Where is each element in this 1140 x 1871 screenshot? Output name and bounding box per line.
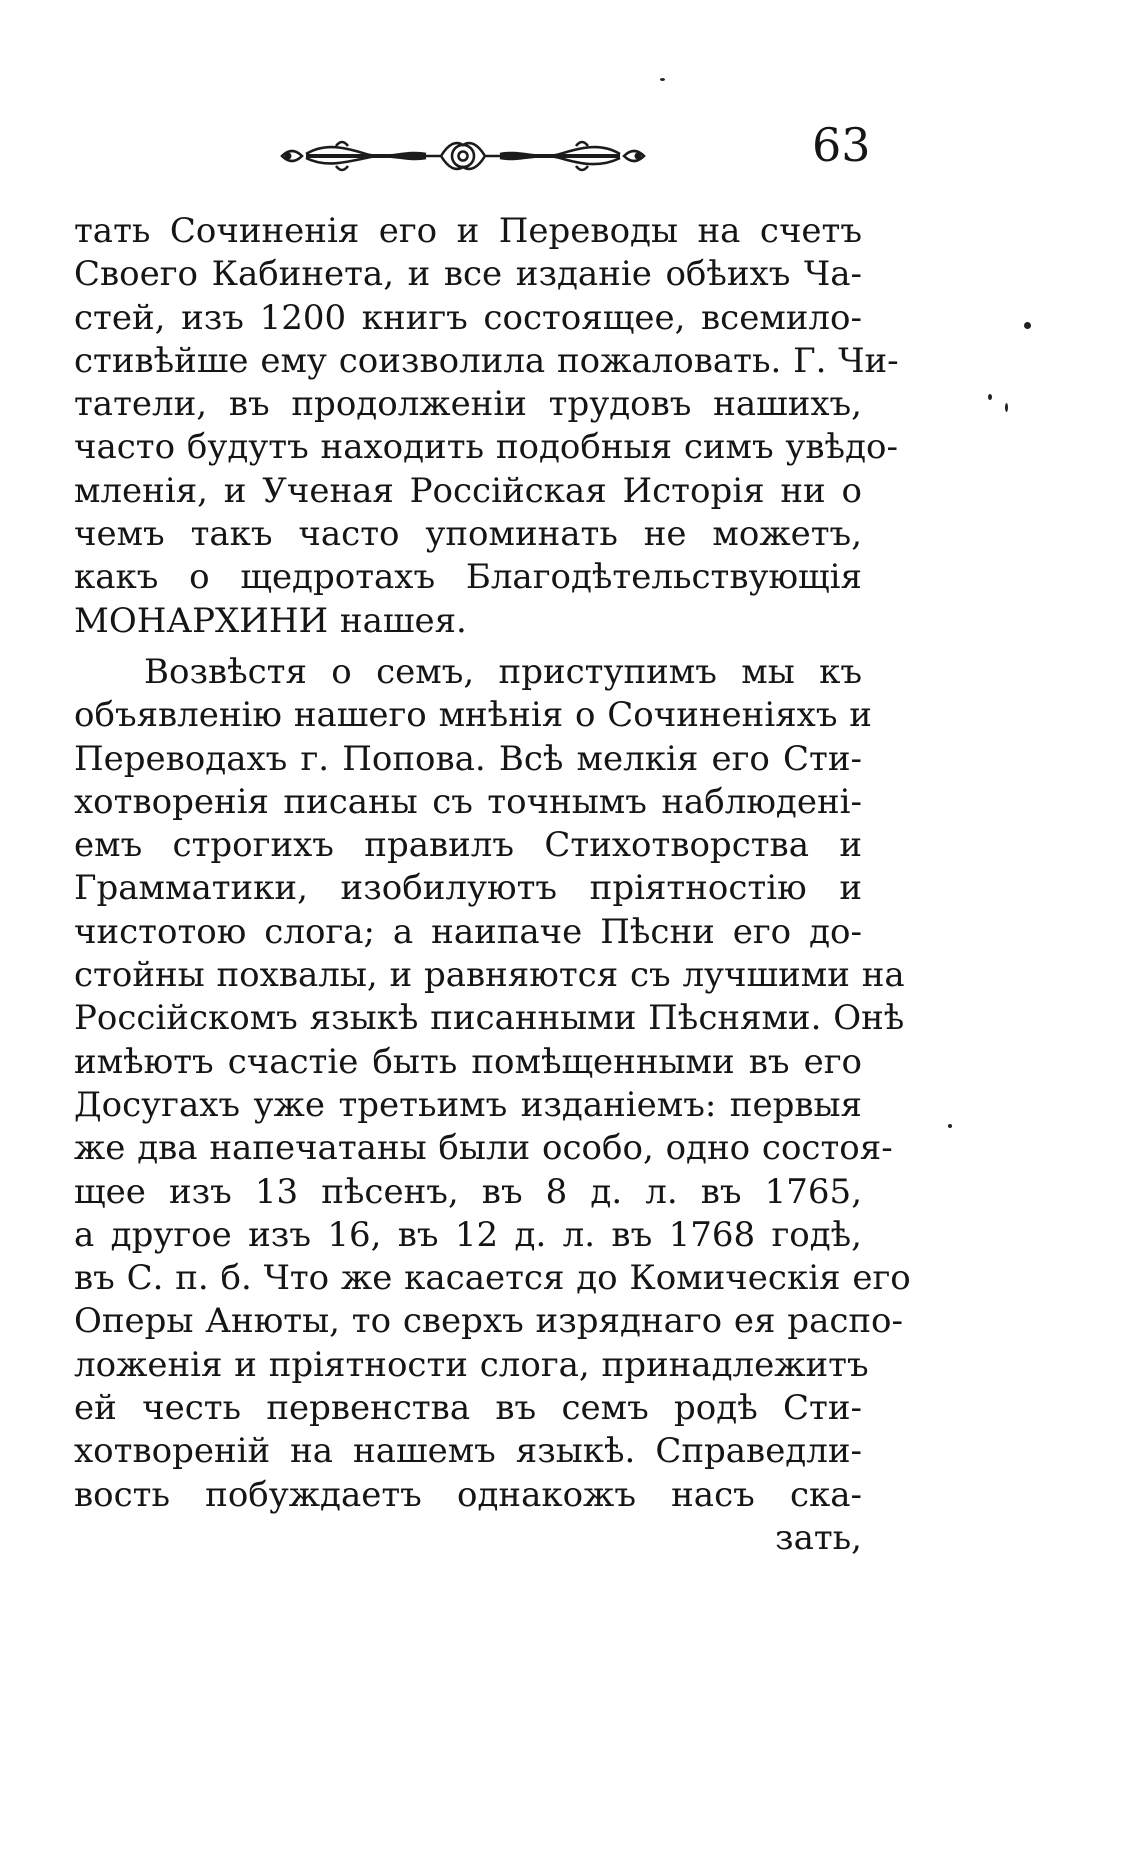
text-line: стивѣйше ему соизволила пожаловать. Г. Чи- bbox=[74, 340, 899, 381]
floral-rule-ornament bbox=[276, 128, 650, 184]
text-line: вость побуждаетъ однакожъ насъ ска- bbox=[74, 1474, 862, 1515]
text-line: Переводахъ г. Попова. Всѣ мелкія его Сти- bbox=[74, 738, 862, 779]
text-line: ложенія и пріятности слога, принадлежитъ bbox=[74, 1344, 869, 1385]
text-line: МОНАРХИНИ нашея. bbox=[74, 600, 467, 641]
text-line: ей честь первенства въ семъ родѣ Сти- bbox=[74, 1388, 862, 1429]
paragraph-first-line: Возвѣстя о семъ, приступимъ мы къ bbox=[144, 651, 862, 692]
text-line: Грамматики, изобилуютъ пріятностію и bbox=[74, 868, 862, 909]
body-text bbox=[74, 210, 911, 1560]
text-line: же два напечатаны были особо, одно состоя- bbox=[74, 1128, 893, 1169]
text-line: Оперы Анюты, то сверхъ изряднаго ея распо- bbox=[74, 1301, 904, 1342]
text-line: а другое изъ 16, въ 12 д. л. въ 1768 годѣ, bbox=[74, 1214, 862, 1255]
text-line: щее изъ 13 пѣсенъ, въ 8 д. л. въ 1765, bbox=[74, 1171, 862, 1212]
text-line: чемъ такъ часто упоминать не можетъ, bbox=[74, 514, 862, 555]
print-speck bbox=[1024, 322, 1031, 329]
text-line: объявленію нашего мнѣнія о Сочиненіяхъ и bbox=[74, 695, 872, 736]
text-line: стей, изъ 1200 книгъ состоящее, всемило- bbox=[74, 297, 862, 338]
text-line: Своего Кабинета, и все изданіе обѣихъ Ча- bbox=[74, 254, 862, 295]
print-speck bbox=[988, 394, 992, 400]
text-line: мленія, и Ученая Россійская Исторія ни о bbox=[74, 470, 862, 511]
text-line: хотворенія писаны съ точнымъ наблюденi- bbox=[74, 781, 862, 822]
text-line: татели, въ продолженіи трудовъ нашихъ, bbox=[74, 384, 862, 425]
text-line: Россійскомъ языкѣ писанными Пѣснями. Онѣ bbox=[74, 998, 905, 1039]
text-line: хотвореній на нашемъ языкѣ. Справедли- bbox=[74, 1431, 862, 1472]
text-line: чистотою слога; а наипаче Пѣсни его до- bbox=[74, 911, 862, 952]
text-line: тать Сочиненія его и Переводы на счетъ bbox=[74, 211, 862, 251]
print-speck bbox=[948, 1124, 952, 1128]
text-line: Досугахъ уже третьимъ изданіемъ: первыя bbox=[74, 1084, 862, 1125]
page-number: 63 bbox=[812, 118, 871, 172]
text-line: имѣютъ счастіе быть помѣщенными въ его bbox=[74, 1041, 862, 1082]
text-line: емъ строгихъ правилъ Стихотворства и bbox=[74, 825, 862, 866]
print-speck bbox=[660, 78, 665, 81]
text-line: часто будутъ находить подобныя симъ увѣдо- bbox=[74, 427, 898, 468]
text-line: стойны похвалы, и равняются съ лучшими на bbox=[74, 955, 905, 996]
text-line: какъ о щедротахъ Благодѣтельствующія bbox=[74, 557, 862, 598]
catchword: зать, bbox=[775, 1517, 862, 1558]
print-speck bbox=[1005, 403, 1008, 412]
text-line: въ С. п. б. Что же касается до Комическія его bbox=[74, 1258, 911, 1299]
